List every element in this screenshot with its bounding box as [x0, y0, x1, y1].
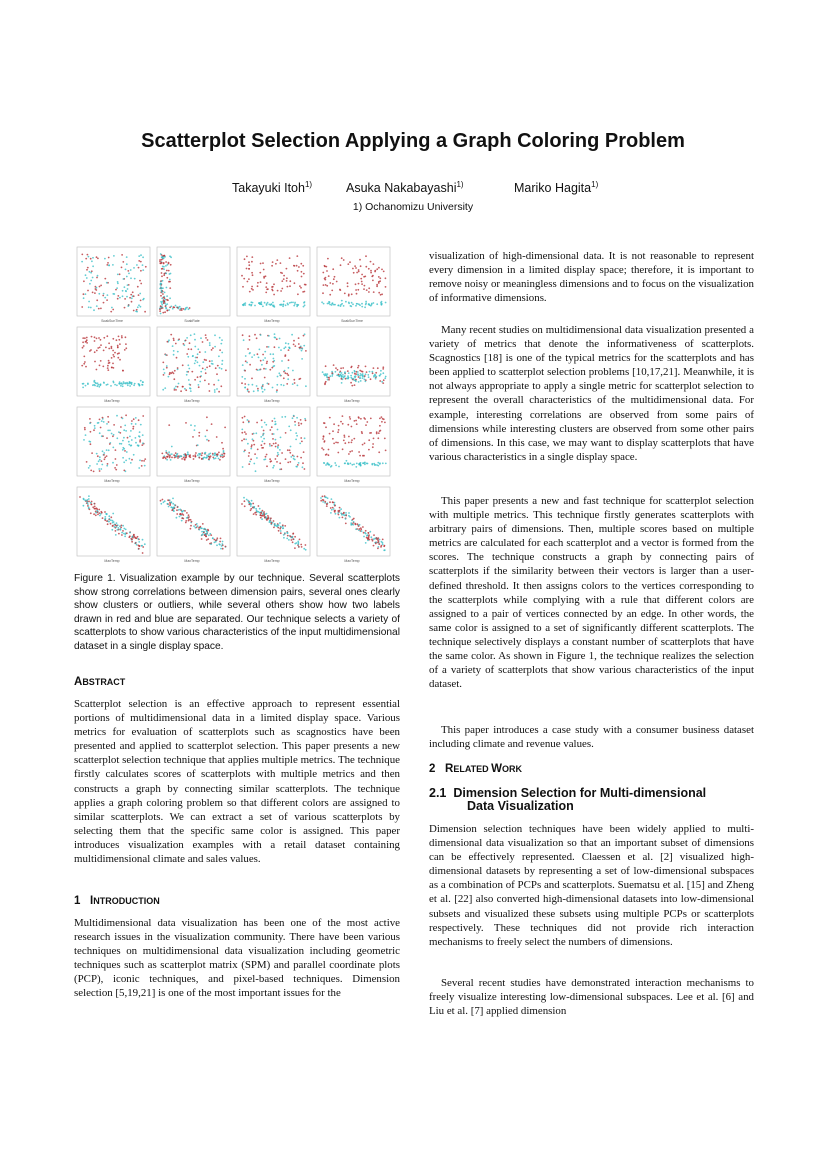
scatterplot-panel	[234, 326, 312, 404]
axis-label: SoakSunTime	[341, 319, 363, 323]
axis-label: MaxTemp	[104, 559, 120, 563]
affil-mark: 1)	[304, 180, 313, 189]
author-name: Takayuki Itoh	[232, 181, 305, 196]
scatterplot-panel	[154, 406, 232, 484]
axis-label: MaxTemp	[344, 399, 360, 403]
subsection-heading: 2.1 Dimension Selection for Multi-dimensional Data Visualization	[429, 786, 707, 813]
affil-mark: 1)	[591, 180, 599, 189]
axis-label: MaxTemp	[264, 399, 280, 403]
related-paragraph-1: Dimension selection techniques have been widely applied to multi-dimensional data visualization so that an important subset of dimensions can be effectively represented. Claessen et al. [2] visualized high-dimensional datasets by representing a set of low-dimensional subspaces as a combination of PCPs and scatterplots. Suematsu et al. [15] and Zheng et al. [22] also converted high-dimensional datasets into low-dimensional subsets and visualized these subsets using multiple PCPs or scatterplots respectively. These techniques did not provide rich interaction mechanisms to freely select the numbers of dimensions.	[429, 823, 754, 948]
scatterplot-panel	[314, 486, 392, 564]
axis-label: MaxTemp	[264, 319, 280, 323]
intro-paragraph-1: Multidimensional data visualization has been one of the most active research issues in the visualization community. There have been various techniques on multidimensional data visualization including geometric techniques such as scatterplot matrix (SPM) and parallel coordinate plots (PCP), iconic techniques, and pixel-based techniques. Dimension selection [5,19,21] is one of the most important issues for the	[74, 917, 400, 1000]
intro-paragraph-3: This paper presents a new and fast technique for scatterplot selection with multiple metrics. This technique firstly generates scatterplots with arbitrary pairs of dimensions. Then, multiple scores based on multiple metrics are calculated for each scatterplot and a vector is formed from the scores. The technique constructs a graph by connecting pairs of scatterplots if the similarity between their vectors is larger than a user-defined threshold. It then assigns colors to the vertices corresponding to the scatterplots while complying with a rule that different colors are assigned to a pair of vertices connected by an edge. In other words, the same color is assigned to a set of significantly different scatterplots. The technique selectively displays a constant number of scatterplots that have the same color. As shown in Figure 1, the technique realizes the selection of a variety of scatterplots that show various characteristics of the input dataset.	[429, 495, 754, 691]
abstract-text: Scatterplot selection is an effective approach to represent essential portions of multidimensional data in a limited display space. Various metrics for evaluation of scatterplots such as scagnostics have been presented and applied to scatterplot selection. This paper presents a new scatterplot selection technique that applies multiple metrics. The technique firstly calculates scores of scatterplots with multiple metrics and then constructs a graph by connecting similar scatterplots. The technique applies a graph coloring problem so that different colors are assigned to similar scatterplots. We can extract a set of various scatterplots by selecting them that the specific same color is assigned. This paper introduces visualization examples with a retail dataset containing multidimensional climate and sales values.	[74, 698, 400, 866]
author-name: Asuka Nakabayashi	[346, 181, 457, 196]
axis-label: MaxTemp	[264, 559, 280, 563]
intro-paragraph-1-cont: visualization of high-dimensional data. It is not reasonable to represent every dimension in a limited display space; therefore, it is important to remove noisy or meaningless dimensions and to focus on the visualization of informative dimensions.	[429, 250, 754, 305]
introduction-heading: 1 INTRODUCTION	[74, 895, 160, 907]
author-2	[346, 180, 464, 195]
axis-label: MaxTemp	[184, 479, 200, 483]
scatterplot-panel	[314, 326, 392, 404]
scatterplot-panel	[154, 246, 232, 324]
scatterplot-panel	[154, 486, 232, 564]
scatterplot-panel	[74, 486, 152, 564]
axis-label: SoakSunTime	[101, 319, 123, 323]
axis-label: SoakRate	[184, 319, 200, 323]
affil-mark: 1)	[456, 180, 464, 189]
scatterplot-panel	[154, 326, 232, 404]
author-1	[232, 180, 312, 195]
scatterplot-panel	[234, 486, 312, 564]
axis-label: MaxTemp	[344, 559, 360, 563]
axis-label: MaxTemp	[184, 399, 200, 403]
intro-paragraph-4: This paper introduces a case study with a consumer business dataset including climate and revenue values.	[429, 724, 754, 751]
figure-caption: Figure 1. Visualization example by our technique. Several scatterplots show strong correlations between dimension pairs, several ones clearly show clusters or outliers, while several others show how two labels drawn in red and blue are separated. Our technique selects a variety of scatterplots to show various characteristics of the input multidimensional dataset in a single display space.	[74, 573, 400, 652]
axis-label: MaxTemp	[184, 559, 200, 563]
author-3	[514, 180, 598, 195]
scatterplot-panel	[314, 246, 392, 324]
scatterplot-panel	[234, 406, 312, 484]
axis-label: MaxTemp	[104, 399, 120, 403]
axis-label: MaxTemp	[104, 479, 120, 483]
scatterplot-panel	[314, 406, 392, 484]
scatterplot-panel	[234, 246, 312, 324]
scatterplot-panel	[74, 246, 152, 324]
figure-scatterplot-grid	[74, 246, 394, 566]
axis-label: MaxTemp	[344, 479, 360, 483]
scatterplot-panel	[74, 326, 152, 404]
abstract-heading: ABSTRACT	[74, 676, 126, 688]
intro-paragraph-2: Many recent studies on multidimensional data visualization presented a variety of metrics that denote the informativeness of scatterplots. Scagnostics [18] is one of the typical metrics for the scatterplots and has been applied to scatterplot selection problems [10,17,21]. Meanwhile, it is not always appropriate to apply a single metric for scatterplot selection to represent the overall characteristics of the multidimensional data. For example, interesting correlations are observed from some pairs of dimensions while interesting clusters are observed from some other pairs of dimensions. In this case, we may want to display scatterplots that have various characteristics in a single display space.	[429, 324, 754, 463]
paper-title: Scatterplot Selection Applying a Graph Coloring Problem	[141, 130, 685, 152]
affiliation: 1) Ochanomizu University	[352, 201, 474, 213]
related-paragraph-2: Several recent studies have demonstrated interaction mechanisms to freely visualize interesting low-dimensional subspaces. Lee et al. [6] and Liu et al. [7] applied dimension	[429, 977, 754, 1018]
scatterplot-panel	[74, 406, 152, 484]
axis-label: MaxTemp	[264, 479, 280, 483]
author-name: Mariko Hagita	[514, 181, 592, 196]
related-work-heading: 2 RELATED WORK	[429, 763, 523, 775]
